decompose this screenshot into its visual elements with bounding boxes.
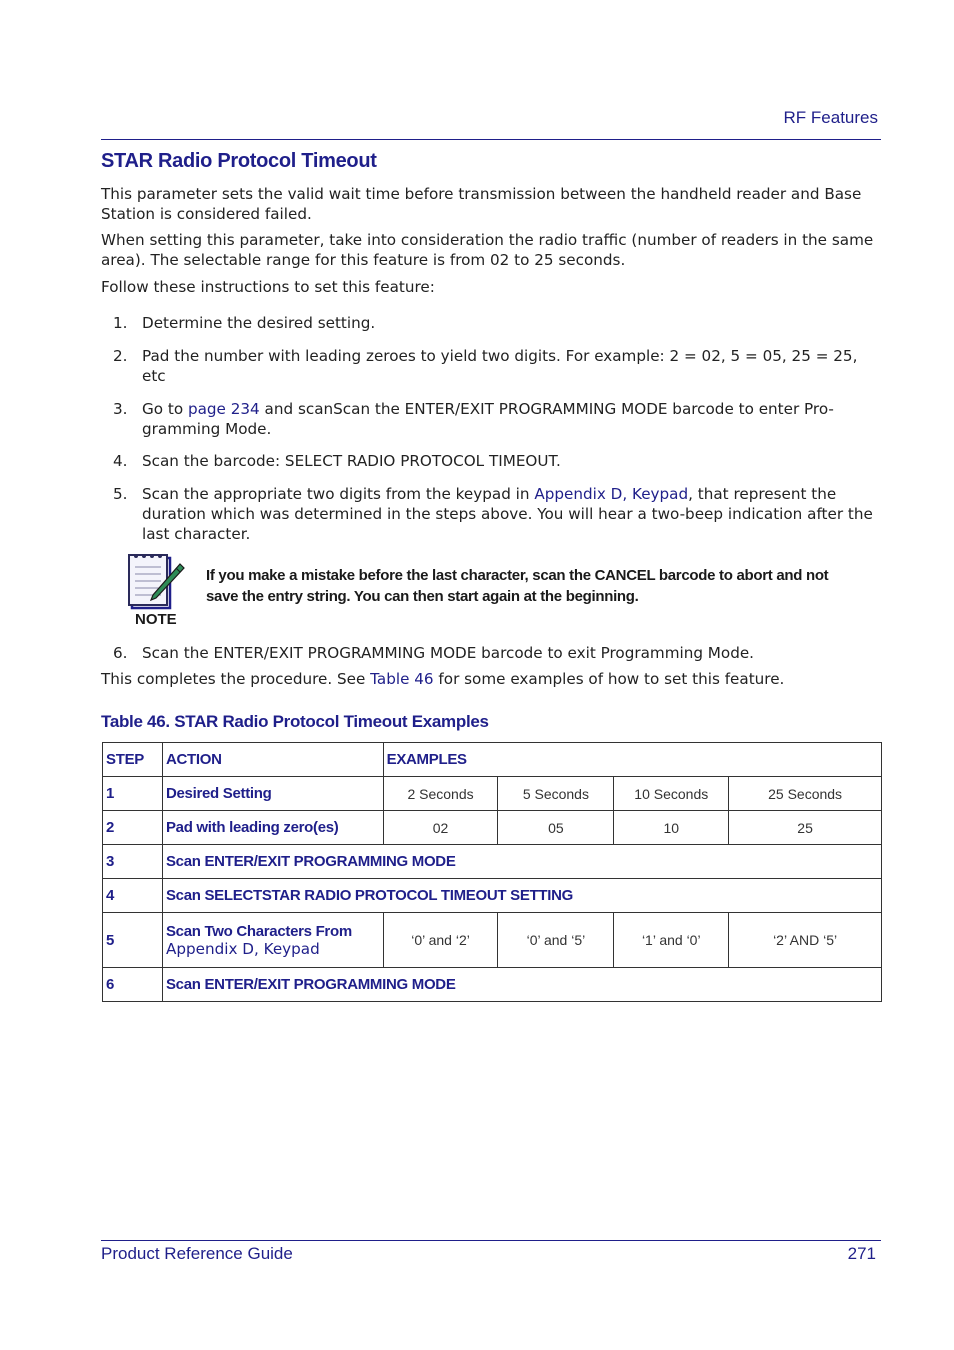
page-234-link[interactable]: page 234 [187,400,260,418]
instructions-intro: Follow these instructions to set this feature: [101,278,435,296]
example-value: 02 [383,811,498,845]
row-action [162,913,383,968]
table-46-link[interactable]: Table 46 [370,670,434,688]
header-action: ACTION [162,743,383,777]
table-row [103,968,882,1002]
example-value: ‘0’ and ‘5’ [498,913,614,968]
example-value: 10 Seconds [614,777,729,811]
step-text: Scan the ENTER/EXIT PROGRAMMING MODE barcode to exit Programming Mode. [142,644,755,662]
section-title: STAR Radio Protocol Timeout [101,150,377,172]
row-step: 5 [103,913,163,968]
step-number: 5. [113,485,128,503]
table-row [103,811,882,845]
row-action: Desired Setting [162,777,383,811]
row-step: 4 [103,879,163,913]
note-notepad-icon [126,552,186,612]
footer-guide-title: Product Reference Guide [101,1244,293,1263]
example-value: 25 Seconds [729,777,882,811]
row-action-text: Scan Two Characters From [165,922,352,940]
row-step: 3 [103,845,163,879]
step-text-pre: Scan the appropriate two digits from the keypad in [142,485,535,503]
intro-paragraph: This parameter sets the valid wait time before transmission between the handheld reader and Base Station is considered failed. [101,185,862,223]
table-row [103,879,882,913]
note-text: If you make a mistake before the last character, scan the CANCEL barcode to abort and not save the entry string. You can then start again at the beginning. [206,567,829,605]
table-row [103,913,882,968]
row-action: Scan ENTER/EXIT PROGRAMMING MODE [162,968,881,1002]
step-text-post: and scanScan the ENTER/EXIT PROGRAMMING MODE barcode to enter Pro-gramming Mode. [142,400,834,438]
table-row [103,777,882,811]
step-text: Determine the desired setting. [142,314,376,332]
row-step: 6 [103,968,163,1002]
example-value: 25 [729,811,882,845]
step-text [142,484,881,544]
row-action: Scan SELECTSTAR RADIO PROTOCOL TIMEOUT SETTING [162,879,881,913]
step-number: 2. [113,347,128,365]
traffic-paragraph: When setting this parameter, take into consideration the radio traffic (number of readers in the same area). The selectable range for this feature is from 02 to 25 seconds. [101,231,874,269]
row-step: 1 [103,777,163,811]
conclusion-paragraph [101,669,881,689]
appendix-d-keypad-link[interactable]: Appendix D, Keypad [534,485,689,503]
step-text [142,399,881,439]
row-action: Pad with leading zero(es) [162,811,383,845]
conclusion-pre: This completes the procedure. See [101,670,371,688]
table-row [103,845,882,879]
row-step: 2 [103,811,163,845]
header-section-title: RF Features [783,108,878,127]
footer-divider [101,1240,881,1241]
page-number: 271 [847,1244,876,1263]
example-value: 2 Seconds [383,777,498,811]
step-text-pre: Go to [142,400,188,418]
example-value: ‘1’ and ‘0’ [614,913,729,968]
header-step: STEP [103,743,163,777]
step-text-post: , that represent the duration which was determined in the steps above. You will hear a two-beep indication after the last character. [142,485,873,543]
note-label: NOTE [135,611,177,628]
example-value: ‘0’ and ‘2’ [383,913,498,968]
step-text: Scan the barcode: SELECT RADIO PROTOCOL TIMEOUT. [142,452,561,470]
table-header-row [103,743,882,777]
timeout-examples-table [102,742,882,1002]
example-value: 10 [614,811,729,845]
conclusion-post: for some examples of how to set this feature. [433,670,785,688]
header-examples: EXAMPLES [383,743,881,777]
step-number: 6. [113,644,128,662]
step-text: Pad the number with leading zeroes to yield two digits. For example: 2 = 02, 5 = 05, 25 = 25, etc [142,347,858,385]
example-value: 05 [498,811,614,845]
row-action: Scan ENTER/EXIT PROGRAMMING MODE [162,845,881,879]
header-divider [101,139,881,140]
table-caption: Table 46. STAR Radio Protocol Timeout Examples [101,712,489,731]
step-number: 3. [113,400,128,418]
example-value: ‘2’ AND ‘5’ [729,913,882,968]
example-value: 5 Seconds [498,777,614,811]
step-number: 4. [113,452,128,470]
appendix-d-keypad-link[interactable]: Appendix D, Keypad [165,939,320,958]
step-number: 1. [113,314,128,332]
